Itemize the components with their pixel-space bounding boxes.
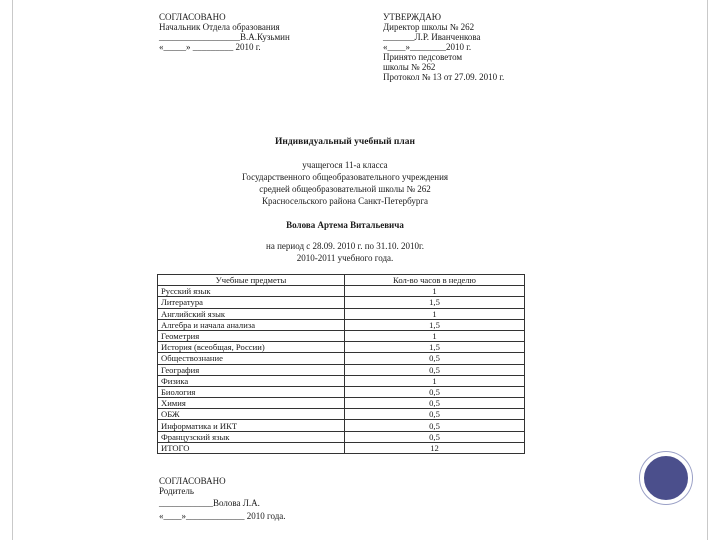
approval-left-signature: __________________В.А.Кузьмин: [159, 32, 290, 42]
table-row: [158, 308, 525, 319]
approval-right-protocol: Протокол № 13 от 27.09. 2010 г.: [383, 72, 505, 82]
column-header-subjects: Учебные предметы: [158, 275, 345, 286]
table-row: [158, 330, 525, 341]
subject-cell: Русский язык: [158, 286, 345, 297]
hours-cell: 1,5: [345, 319, 525, 330]
hours-cell: 12: [345, 442, 525, 453]
approval-left-position: Начальник Отдела образования: [159, 22, 280, 32]
subjects-table: [157, 274, 525, 454]
table-row: [158, 386, 525, 397]
decorative-circle: [640, 452, 692, 504]
subject-cell: Биология: [158, 386, 345, 397]
student-name: Волова Артема Витальевича: [286, 220, 404, 230]
subject-cell: География: [158, 364, 345, 375]
hours-cell: 1: [345, 330, 525, 341]
approval-right-position: Директор школы № 262: [383, 22, 475, 32]
subject-cell: Химия: [158, 398, 345, 409]
plan-period: на период с 28.09. 2010 г. по 31.10. 2010г.: [266, 241, 424, 251]
subject-cell: Литература: [158, 297, 345, 308]
approval-right-date: «____»________2010 г.: [383, 42, 472, 52]
hours-cell: 0,5: [345, 386, 525, 397]
column-header-hours: Кол-во часов в неделю: [345, 275, 525, 286]
subject-cell: История (всеобщая, России): [158, 342, 345, 353]
subject-cell: Алгебра и начала анализа: [158, 319, 345, 330]
approval-block-left: [159, 12, 290, 52]
subject-cell: ИТОГО: [158, 442, 345, 453]
subject-cell: Обществознание: [158, 353, 345, 364]
approval-left-heading: СОГЛАСОВАНО: [159, 12, 226, 22]
approval-left-date: «_____» _________ 2010 г.: [159, 42, 261, 52]
hours-cell: 0,5: [345, 431, 525, 442]
parent-label: Родитель: [159, 486, 194, 496]
parent-approval-block: [159, 476, 286, 521]
table-body: [158, 286, 525, 454]
table-row: [158, 297, 525, 308]
hours-cell: 0,5: [345, 353, 525, 364]
table-row: [158, 319, 525, 330]
parent-signature: ____________Волова Л.А.: [159, 498, 260, 508]
subject-cell: Геометрия: [158, 330, 345, 341]
hours-cell: 1,5: [345, 342, 525, 353]
hours-cell: 1: [345, 375, 525, 386]
subject-cell: Информатика и ИКТ: [158, 420, 345, 431]
table-row: [158, 409, 525, 420]
approval-block-right: [383, 12, 504, 82]
hours-cell: 1: [345, 308, 525, 319]
title-school: средней общеобразовательной школы № 262: [259, 184, 431, 194]
table-row: [158, 431, 525, 442]
approval-right-school: школы № 262: [383, 62, 436, 72]
approval-right-signature: _______Л.Р. Иванченкова: [383, 32, 481, 42]
hours-cell: 0,5: [345, 420, 525, 431]
hours-cell: 1,5: [345, 297, 525, 308]
slide-border-right: [707, 0, 708, 540]
title-student-class: учащегося 11-а класса: [302, 160, 388, 170]
school-year: 2010-2011 учебного года.: [296, 253, 394, 263]
document-title: Индивидуальный учебный план: [275, 137, 415, 147]
subject-cell: Французский язык: [158, 431, 345, 442]
table-row: [158, 286, 525, 297]
parent-date: «____»_____________ 2010 года.: [159, 511, 286, 521]
hours-cell: 1: [345, 286, 525, 297]
title-institution: Государственного общеобразовательного учреждения: [241, 172, 449, 182]
hours-cell: 0,5: [345, 398, 525, 409]
table-row: [158, 353, 525, 364]
table-row: [158, 375, 525, 386]
slide-border-left: [12, 0, 13, 540]
subject-cell: Физика: [158, 375, 345, 386]
table-row: [158, 398, 525, 409]
table-row: [158, 420, 525, 431]
table-row: [158, 442, 525, 453]
table-header-row: [158, 275, 525, 286]
title-district: Красносельского района Санкт-Петербурга: [261, 196, 429, 206]
parent-approval-heading: СОГЛАСОВАНО: [159, 476, 226, 486]
subject-cell: Английский язык: [158, 308, 345, 319]
approval-right-heading: УТВЕРЖДАЮ: [383, 12, 442, 22]
table-row: [158, 342, 525, 353]
approval-right-council: Принято педсоветом: [383, 52, 463, 62]
hours-cell: 0,5: [345, 409, 525, 420]
document-page: [150, 0, 540, 540]
subject-cell: ОБЖ: [158, 409, 345, 420]
table-row: [158, 364, 525, 375]
hours-cell: 0,5: [345, 364, 525, 375]
